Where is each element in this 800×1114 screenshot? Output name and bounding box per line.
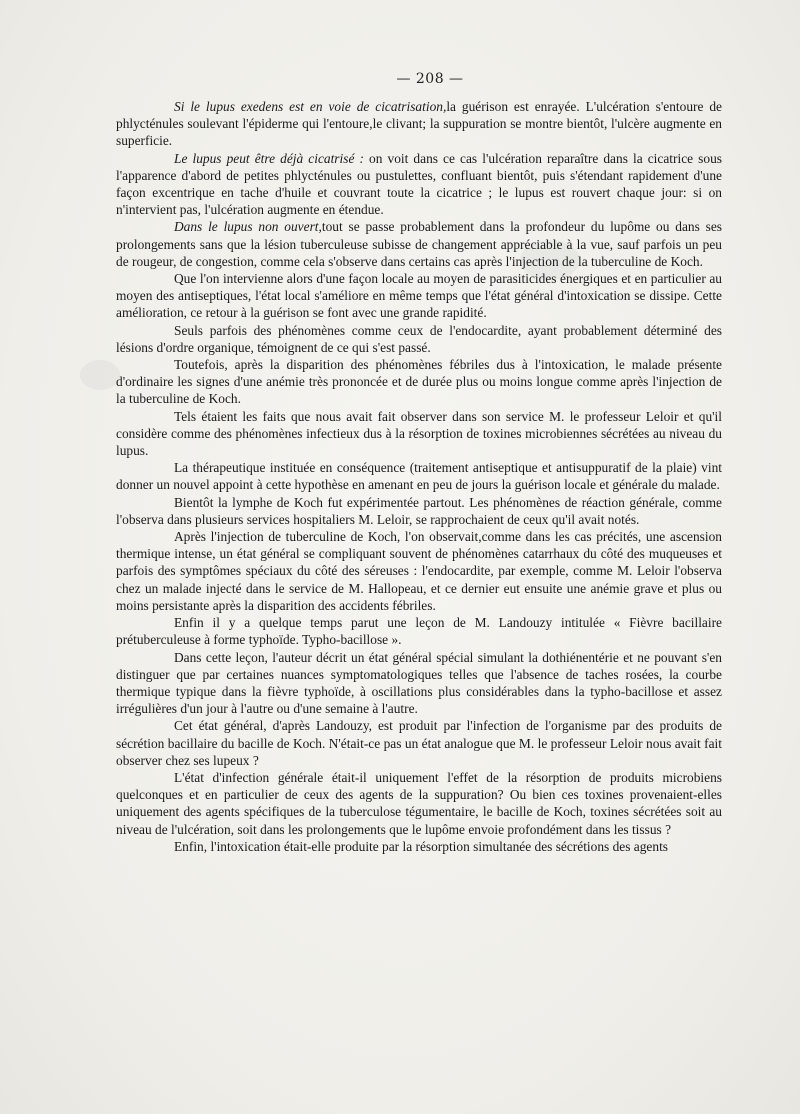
paragraph-text: Enfin, l'intoxication était-elle produite par la résorption simultanée des sécrétions des agents (174, 838, 668, 854)
paragraph-text: Dans cette leçon, l'auteur décrit un état général spécial simulant la dothiénentérie et ne pouvant s'en distinguer que par certaines nuances symptomatologiques telles que l'absence de taches rosées, la courbe thermique typique dans la fièvre typhoïde, à oscillations plus considérables dans la typho-bacillose et assez irrégulières d'un jour à l'autre ou d'une semaine à l'autre. (116, 649, 722, 717)
paragraph (116, 322, 722, 356)
paragraph-text: Toutefois, après la disparition des phénomènes fébriles dus à l'intoxication, le malade présente d'ordinaire les signes d'une anémie très prononcée et de durée plus ou moins longue comme après l'injection de la tuberculine de Koch. (116, 357, 722, 407)
paragraph (116, 769, 722, 838)
paragraph-lead: Le lupus peut être déjà cicatrisé : (174, 150, 364, 166)
paragraph-text: Que l'on intervienne alors d'une façon locale au moyen de parasiticides énergiques et en particulier au moyen des antiseptiques, l'état local s'améliore en même temps que l'état général d'intoxication se dissipe. Cette amélioration, ce retour à la guérison se font avec une grande rapidité. (116, 271, 722, 321)
paragraph (116, 408, 722, 460)
paper-stain (80, 360, 120, 390)
paragraph (116, 649, 722, 718)
paragraph-text: Seuls parfois des phénomènes comme ceux de l'endocardite, ayant probablement déterminé des lésions d'ordre organique, témoignent de ce qui s'est passé. (116, 322, 722, 355)
paragraph (116, 356, 722, 408)
paragraph-text: Bientôt la lymphe de Koch fut expérimentée partout. Les phénomènes de réaction générale, comme l'observa dans plusieurs services hospitaliers M. Leloir, se rapprochaient de ceux qu'il avait notés. (116, 494, 722, 527)
paragraph (116, 717, 722, 769)
paragraph-text: L'état d'infection générale était-il uniquement l'effet de la résorption de produits microbiens quelconques et en particulier de ceux des agents de la suppuration? Ou bien ces toxines provenaient-elles uniquement des agents spécifiques de la tuberculose tégumentaire, le bacille de Koch, toxines sécrétées soit au niveau de l'ulcération, soit dans les prolongements que le lupôme envoie profondément dans les tissus ? (116, 769, 722, 837)
paragraph (116, 838, 722, 855)
paragraph-text: Enfin il y a quelque temps parut une leçon de M. Landouzy intitulée « Fièvre bacillaire prétuberculeuse à forme typhoïde. Typho-bacillose ». (116, 615, 722, 648)
paragraph-text: tout se passe probablement dans la profondeur du lupôme ou dans ses prolongements sans que la lésion tuberculeuse subisse de changement appréciable à la vue, sauf parfois un peu de rougeur, de congestion, comme cela s'observe dans certains cas après l'injection de la tuberculine de Koch. (116, 219, 722, 269)
paragraph (116, 218, 722, 270)
body-text (116, 98, 722, 855)
paragraph-text: Tels étaient les faits que nous avait fait observer dans son service M. le professeur Leloir et qu'il considère comme des phénomènes infectieux dus à la résorption de toxines microbiennes sécrétées au niveau du lupus. (116, 408, 722, 459)
paragraph-text: La thérapeutique instituée en conséquence (traitement antiseptique et antisuppuratif de la plaie) vint donner un nouvel appoint à cette hypothèse en amenant en peu de jours la guérison locale et générale du malade. (116, 460, 722, 493)
paragraph-text: la guérison est enrayée. L'ulcération s'entoure de phlycténules soulevant l'épiderme qui l'entoure,le clivant; la suppuration se montre bientôt, l'ulcère augmente en superficie. (116, 99, 722, 149)
paragraph-text: Cet état général, d'après Landouzy, est produit par l'infection de l'organisme par des produits de sécrétion bacillaire du bacille de Koch. N'était-ce pas un état analogue que M. le professeur Leloir nous avait fait observer chez ses lupeux ? (116, 718, 722, 768)
paragraph (116, 528, 722, 614)
paragraph (116, 614, 722, 648)
paragraph-text: on voit dans ce cas l'ulcération reparaître dans la cicatrice sous l'apparence d'abord de petites phlycténules ou pustulettes, confluant bientôt, puis s'étendant rapidement d'une façon excentrique en tache d'huile et couvrant toute la cicatrice ; le lupus est rouvert chaque jour: si on n'intervient pas, l'ulcération augmente en étendue. (116, 150, 722, 218)
paragraph (116, 494, 722, 528)
paragraph-lead: Dans le lupus non ouvert, (174, 219, 322, 235)
paragraph (116, 98, 722, 150)
paragraph-text: Après l'injection de tuberculine de Koch, l'on observait,comme dans les cas précités, une ascension thermique intense, un état général se compliquant souvent de phénomènes catarrhaux du côté des muqueuses et parfois des symptômes spéciaux du côté des séreuses : l'endocardite, par exemple, comme M. Leloir l'observa chez un malade injecté dans le service de M. Hallopeau, et ce dernier eut ensuite une anémie grave et plus ou moins persistante après la disparition des accidents fébriles. (116, 529, 722, 613)
paragraph (116, 459, 722, 493)
page-number: — 208 — (396, 71, 464, 87)
paragraph (116, 150, 722, 219)
paragraph (116, 270, 722, 322)
paragraph-lead: Si le lupus exedens est en voie de cicatrisation, (174, 99, 447, 114)
